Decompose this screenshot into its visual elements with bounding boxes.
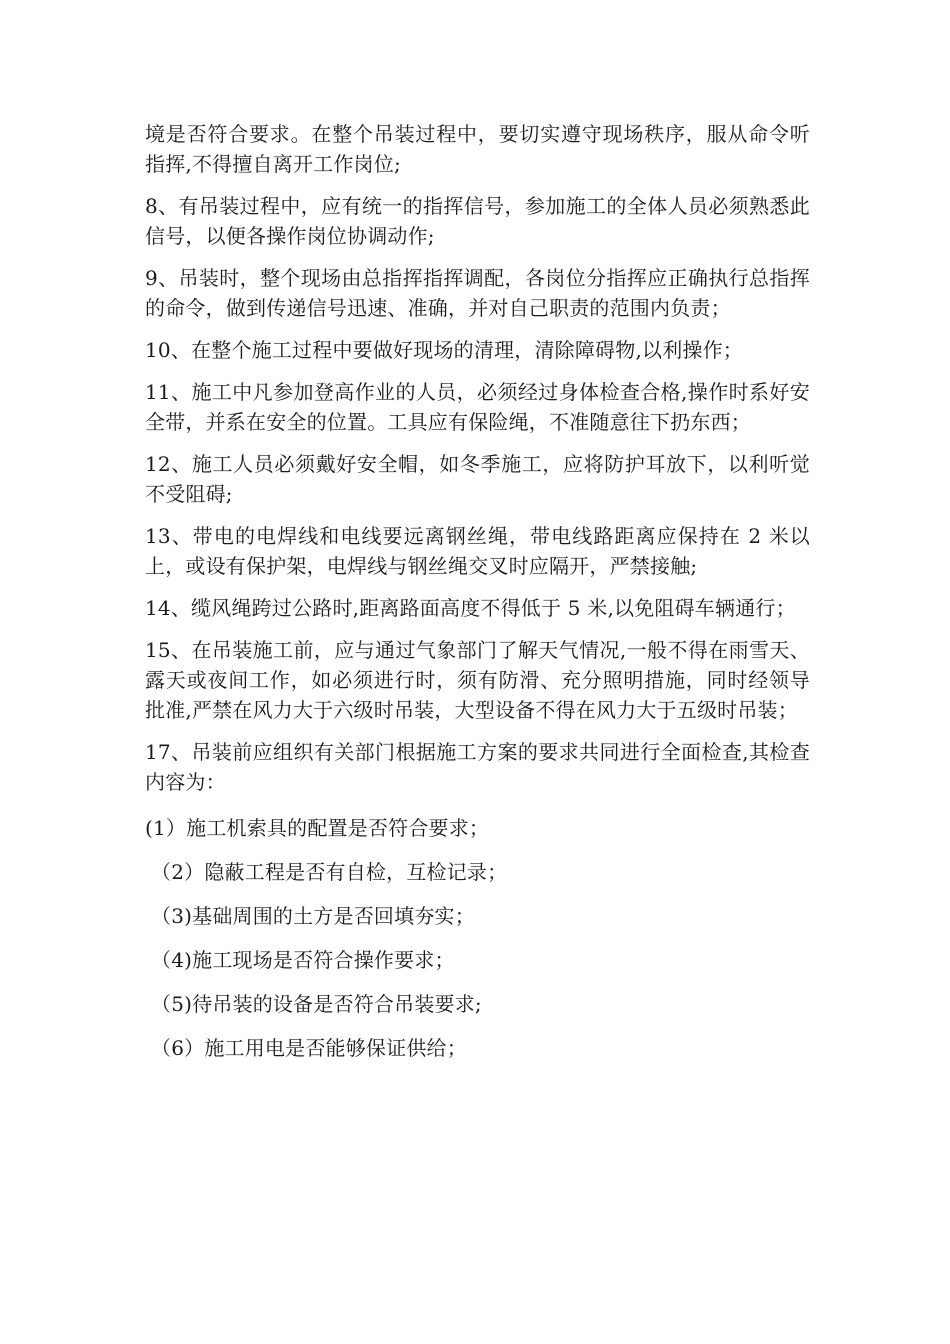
checklist-item-3: （3)基础周围的土方是否回填夯实； (151, 904, 475, 928)
checklist (145, 813, 810, 1063)
checklist-item-4: （4)施工现场是否符合操作要求； (151, 948, 455, 972)
paragraph-continuation: 境是否符合要求。在整个吊装过程中，要切实遵守现场秩序，服从命令听指挥,不得擅自离开工作岗位; (145, 122, 810, 176)
paragraph-item-8: 8、有吊装过程中，应有统一的指挥信号，参加施工的全体人员必须熟悉此信号，以便各操作岗位协调动作; (145, 194, 810, 248)
paragraph-item-12: 12、施工人员必须戴好安全帽，如冬季施工，应将防护耳放下，以利听觉不受阻碍; (145, 452, 810, 506)
document-body (145, 119, 810, 1077)
paragraph-item-10: 10、在整个施工过程中要做好现场的清理，清除障碍物,以利操作； (145, 338, 744, 362)
checklist-item-5: （5)待吊装的设备是否符合吊装要求; (151, 992, 482, 1016)
paragraph-item-11: 11、施工中凡参加登高作业的人员，必须经过身体检查合格,操作时系好安全带，并系在安全的位置。工具应有保险绳，不准随意往下扔东西； (145, 380, 810, 434)
paragraph-item-17: 17、吊装前应组织有关部门根据施工方案的要求共同进行全面检查,其检查内容为： (145, 740, 810, 794)
paragraph-item-9: 9、吊装时，整个现场由总指挥指挥调配，各岗位分指挥应正确执行总指挥的命令，做到传递信号迅速、准确，并对自己职责的范围内负责； (145, 266, 810, 320)
paragraph-item-14: 14、缆风绳跨过公路时,距离路面高度不得低于 5 米,以免阻碍车辆通行； (145, 596, 796, 620)
paragraph-item-15: 15、在吊装施工前，应与通过气象部门了解天气情况,一般不得在雨雪天、露天或夜间工作，如必须进行时，须有防滑、充分照明措施，同时经领导批准,严禁在风力大于六级时吊装，大型设备不得在风力大于五级时吊装； (145, 638, 810, 722)
checklist-item-6: （6）施工用电是否能够保证供给； (151, 1036, 467, 1060)
paragraph-item-13: 13、带电的电焊线和电线要远离钢丝绳，带电线路距离应保持在 2 米以上，或设有保护架，电焊线与钢丝绳交叉时应隔开，严禁接触; (145, 524, 810, 578)
checklist-item-2: （2）隐蔽工程是否有自检，互检记录； (151, 860, 508, 884)
checklist-item-1: (1）施工机索具的配置是否符合要求； (145, 816, 490, 840)
